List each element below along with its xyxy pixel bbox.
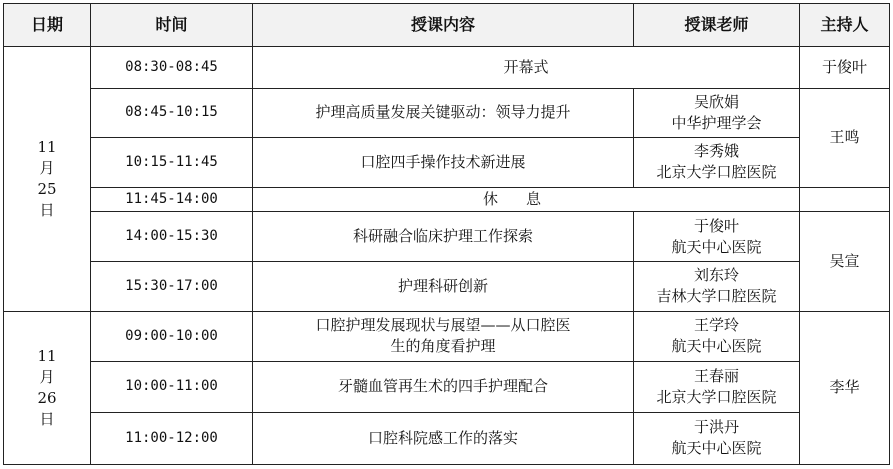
table-row bbox=[4, 412, 890, 464]
host-cell: 王鸣 bbox=[800, 88, 890, 187]
table-row bbox=[4, 212, 890, 262]
teacher-name: 于俊叶 bbox=[693, 216, 739, 235]
table-row bbox=[4, 88, 890, 137]
table-row bbox=[4, 311, 890, 361]
time-cell: 15:30-17:00 bbox=[91, 262, 253, 312]
time-cell: 08:30-08:45 bbox=[91, 46, 253, 88]
teacher-org: 中华护理学会 bbox=[671, 113, 762, 132]
table-row bbox=[4, 46, 890, 88]
header-teacher: 授课老师 bbox=[634, 4, 800, 47]
header-host: 主持人 bbox=[800, 4, 890, 47]
content-cell: 口腔四手操作技术新进展 bbox=[253, 137, 634, 187]
content-cell: 牙髓血管再生术的四手护理配合 bbox=[253, 361, 634, 412]
schedule-table bbox=[3, 3, 890, 465]
date-cell-day2: 11 月 26 日 bbox=[4, 311, 91, 464]
teacher-cell bbox=[634, 262, 800, 312]
host-cell: 吴宣 bbox=[800, 212, 890, 312]
content-cell: 护理科研创新 bbox=[253, 262, 634, 312]
date-cell-day1: 11 月 25 日 bbox=[4, 46, 91, 311]
host-cell: 李华 bbox=[800, 311, 890, 464]
table-row bbox=[4, 137, 890, 187]
teacher-cell bbox=[634, 311, 800, 361]
teacher-org: 航天中心医院 bbox=[671, 337, 762, 356]
time-cell: 10:15-11:45 bbox=[91, 137, 253, 187]
table-row bbox=[4, 361, 890, 412]
header-content: 授课内容 bbox=[253, 4, 634, 47]
teacher-org: 吉林大学口腔医院 bbox=[656, 287, 777, 306]
table-row bbox=[4, 262, 890, 312]
teacher-cell bbox=[634, 88, 800, 137]
host-cell: 于俊叶 bbox=[800, 46, 890, 88]
header-time: 时间 bbox=[91, 4, 253, 47]
teacher-name: 王春丽 bbox=[693, 366, 739, 385]
teacher-cell bbox=[634, 137, 800, 187]
table-row bbox=[4, 187, 890, 211]
teacher-name: 刘东玲 bbox=[693, 266, 739, 285]
teacher-org: 北京大学口腔医院 bbox=[656, 163, 777, 182]
time-cell: 11:00-12:00 bbox=[91, 412, 253, 464]
teacher-org: 航天中心医院 bbox=[671, 237, 762, 256]
teacher-name: 王学玲 bbox=[693, 316, 739, 335]
teacher-name: 李秀娥 bbox=[693, 142, 739, 161]
content-cell: 口腔护理发展现状与展望——从口腔医 生的角度看护理 bbox=[253, 311, 634, 361]
content-cell: 开幕式 bbox=[253, 46, 800, 88]
time-cell: 08:45-10:15 bbox=[91, 88, 253, 137]
time-cell: 10:00-11:00 bbox=[91, 361, 253, 412]
teacher-cell bbox=[634, 361, 800, 412]
header-row bbox=[4, 4, 890, 47]
content-cell: 休息 bbox=[253, 187, 800, 211]
teacher-org: 北京大学口腔医院 bbox=[656, 387, 777, 406]
teacher-cell bbox=[634, 412, 800, 464]
teacher-name: 吴欣娟 bbox=[693, 92, 739, 111]
content-cell: 口腔科院感工作的落实 bbox=[253, 412, 634, 464]
content-cell: 护理高质量发展关键驱动：领导力提升 bbox=[253, 88, 634, 137]
teacher-cell bbox=[634, 212, 800, 262]
content-cell: 科研融合临床护理工作探索 bbox=[253, 212, 634, 262]
host-cell-empty bbox=[800, 187, 890, 211]
header-date: 日期 bbox=[4, 4, 91, 47]
teacher-name: 于洪丹 bbox=[693, 418, 739, 437]
teacher-org: 航天中心医院 bbox=[671, 439, 762, 458]
time-cell: 11:45-14:00 bbox=[91, 187, 253, 211]
time-cell: 09:00-10:00 bbox=[91, 311, 253, 361]
time-cell: 14:00-15:30 bbox=[91, 212, 253, 262]
